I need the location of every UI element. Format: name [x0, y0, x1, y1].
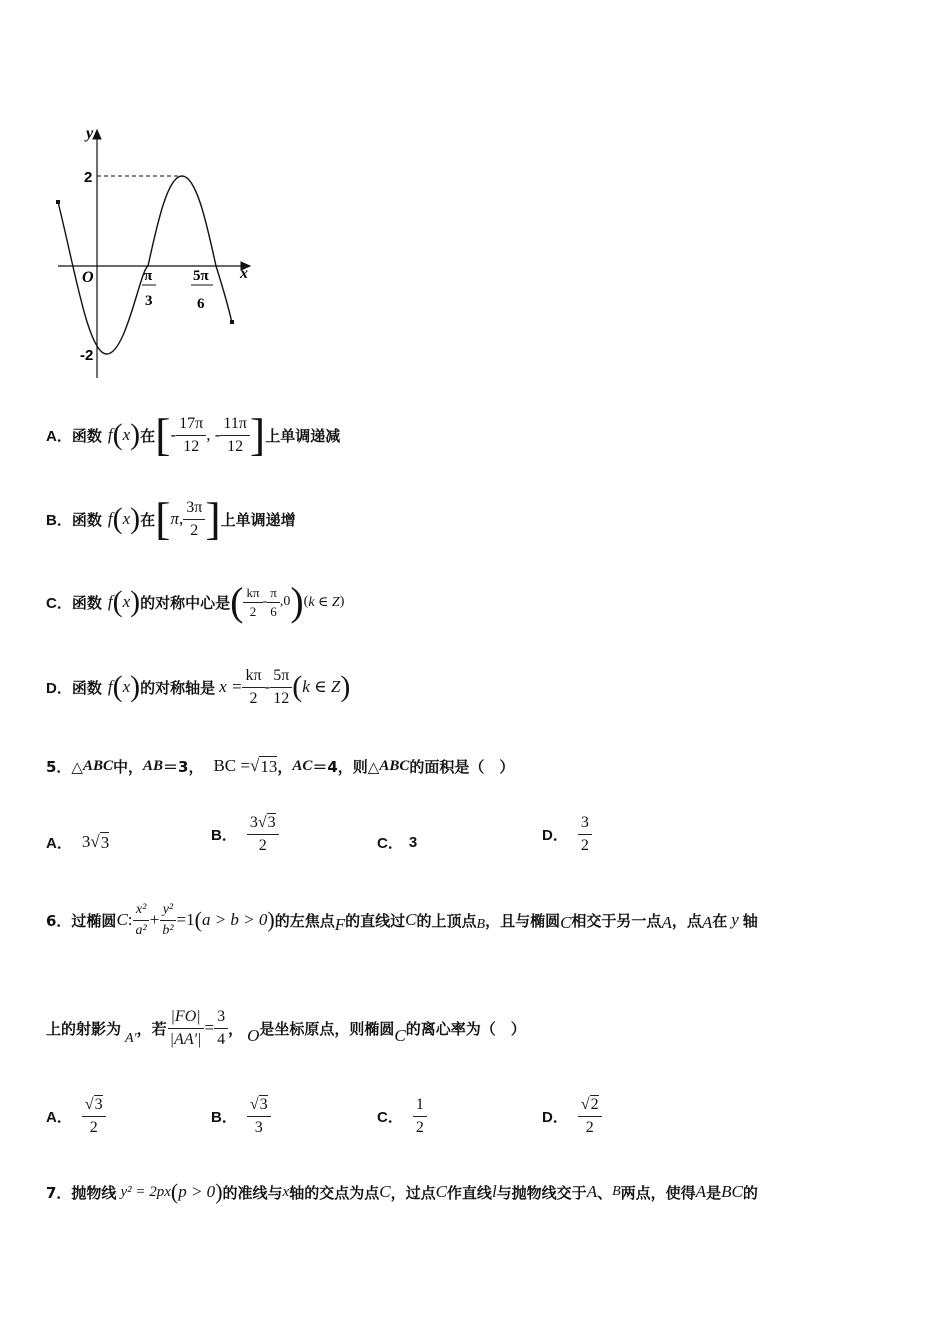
tick2-num: 5π — [193, 268, 209, 284]
q4-option-b: B． 函数 f ( x ) 在 [ π , $\frac{3\pi}{2}$ ] 上单调递增 — [46, 493, 296, 544]
option-label: D． — [46, 679, 72, 697]
fraction: $\frac{3\pi}{2}$ — [183, 497, 205, 542]
fraction: $\frac{11\pi}{12}$ — [220, 413, 249, 458]
tick1-num: π — [144, 268, 153, 284]
q6-option-a: A． $\frac{√3}{2}$ — [46, 1090, 106, 1142]
fraction: $\frac{1}{2}$ — [413, 1094, 427, 1139]
fraction: $\frac{3}{4}$ — [214, 1006, 228, 1051]
sine-graph — [40, 120, 270, 390]
fraction: $\frac{k\pi}{2}$ — [243, 584, 262, 621]
q5-option-c: C． 3 — [377, 833, 418, 852]
fraction: $\frac{√2}{2}$ — [578, 1094, 602, 1139]
left-endpoint — [56, 200, 60, 204]
origin-label: O — [82, 269, 94, 286]
q7-stem: 7．抛物线 y² = 2px ( p > 0 ) 的准线与 x 轴的交点为点 C ，过点 C 作直线 l 与抛物线交于 A 、 B 两点，使得 A 是 BC 的 — [46, 1179, 758, 1204]
fraction: $\frac{5\pi}{12}$ — [270, 665, 292, 710]
q5-option-a: A． 3 √ 3 — [46, 832, 110, 852]
q6-option-c: C． $\frac{1}{2}$ — [377, 1090, 427, 1142]
q5-stem: 5．△ ABC 中， AB ＝3， BC = √ 13 ， AC ＝4，则△ ABC 的面积是（ ） — [46, 756, 515, 776]
q6-stem-line1: 6．过椭圆 C : $\frac{\text{x²}}{\text{a²}}$ + $\frac{\text{y²}}{\text{b²}}$ =1 ( a > b > 0 ) 的左焦点 F 的直线过 C 的上顶点 B ，且与椭圆 C 相交于另一点 A ，点 A 在 y 轴 — [46, 892, 758, 948]
fraction: $\frac{k\pi}{2}$ — [242, 665, 264, 710]
fraction: $\frac{√3}{3}$ — [247, 1094, 271, 1139]
tick1-den: 3 — [145, 293, 153, 309]
y-axis-label: y — [86, 125, 94, 142]
fraction: $\frac{3}{2}$ — [578, 812, 592, 857]
fraction: $\frac{√3}{2}$ — [82, 1094, 106, 1139]
q4-option-d: D． 函数 f ( x ) 的对称轴是 x = $\frac{k\pi}{2}$ - $\frac{5\pi}{12}$ ( k ∈ Z ) — [46, 662, 350, 712]
q6-stem-line2: 上的射影为 A′ ，若 $\frac{|FO|}{|AA'|}$ = $\frac{3}{4}$ ， O 是坐标原点，则椭圆 C 的离心率为（ ） — [46, 998, 526, 1058]
fraction: $\frac{\text{x²}}{\text{a²}}$ — [133, 900, 150, 941]
q5-option-d: D． $\frac{3}{2}$ — [542, 808, 592, 860]
fraction: $\frac{3√3}{2}$ — [247, 812, 279, 857]
fraction: $\frac{\pi}{6}$ — [267, 584, 280, 621]
y-min-label: -2 — [80, 347, 94, 364]
right-endpoint — [230, 320, 234, 324]
q6-option-d: D． $\frac{√2}{2}$ — [542, 1090, 602, 1142]
q6-option-b: B． $\frac{√3}{3}$ — [211, 1090, 271, 1142]
q4-option-a: A． 函数 f ( x ) 在 [ - $\frac{17\pi}{12}$ , - $\frac{11\pi}{12}$ ] 上单调递减 — [46, 409, 341, 460]
fraction: $\frac{|FO|}{|AA'|}$ — [167, 1006, 205, 1051]
tick2-den: 6 — [197, 296, 205, 312]
x-axis-label: x — [240, 265, 248, 282]
q5-option-b: B． $\frac{3√3}{2}$ — [211, 808, 279, 860]
sine-curve — [58, 176, 232, 354]
y-max-label: 2 — [84, 169, 93, 186]
option-label: B． — [46, 511, 72, 529]
fraction: $\frac{17\pi}{12}$ — [176, 413, 206, 458]
q4-option-c: C． 函数 f ( x ) 的对称中心是 ( $\frac{k\pi}{2}$ - $\frac{\pi}{6}$ , 0 ) ( k ∈ Z ) — [46, 579, 345, 624]
option-label: A． — [46, 427, 72, 445]
option-label: C． — [46, 594, 72, 612]
fraction: $\frac{\text{y²}}{\text{b²}}$ — [159, 900, 176, 941]
